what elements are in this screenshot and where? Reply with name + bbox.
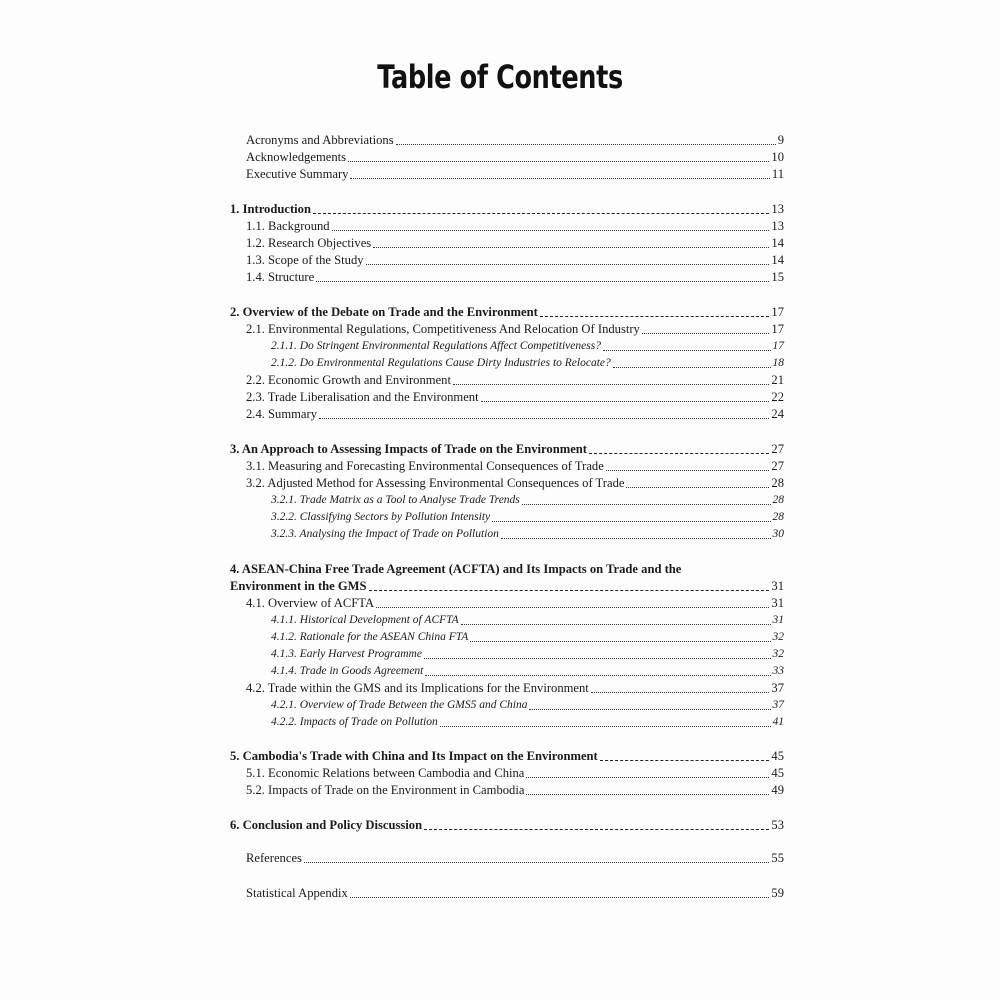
- toc-entry-4-1-4[interactable]: [271, 664, 784, 679]
- leader-dots: [613, 367, 771, 368]
- toc-chapter-label: 2. Overview of the Debate on Trade and the Environment: [230, 305, 538, 319]
- toc-chapter-4-title-line1[interactable]: 4. ASEAN-China Free Trade Agreement (ACFTA) and Its Impacts on Trade and the: [230, 562, 682, 576]
- toc-chapter-label: 6. Conclusion and Policy Discussion: [230, 818, 423, 832]
- toc-entry-label: Acknowledgements: [246, 150, 347, 164]
- leader-dots: [313, 213, 769, 214]
- toc-chapter-2[interactable]: [230, 305, 784, 320]
- toc-page-number: 27: [771, 459, 784, 473]
- toc-entry-label: 2.1.1. Do Stringent Environmental Regulations Affect Competitiveness?: [271, 340, 601, 352]
- toc-page-number: 17: [771, 305, 784, 319]
- toc-page-number: 53: [771, 818, 784, 832]
- toc-page-number: 59: [771, 886, 784, 900]
- toc-entry-statistical-appendix[interactable]: [246, 886, 784, 901]
- leader-dots: [591, 692, 770, 693]
- toc-entry-4-2-2[interactable]: [271, 715, 784, 730]
- toc-entry-label: 4.1.1. Historical Development of ACFTA: [271, 614, 459, 626]
- toc-page-number: 22: [771, 390, 784, 404]
- toc-page-number: 28: [772, 511, 784, 523]
- leader-dots: [316, 281, 769, 282]
- leader-dots: [526, 777, 769, 778]
- toc-page-number: 33: [772, 665, 784, 677]
- toc-page-number: 14: [771, 236, 784, 250]
- toc-chapter-3[interactable]: [230, 442, 784, 457]
- leader-dots: [603, 350, 771, 351]
- toc-entry-label: 4.1.2. Rationale for the ASEAN China FTA: [271, 631, 469, 643]
- toc-page-number: 55: [771, 851, 784, 865]
- toc-entry-label: 2.1. Environmental Regulations, Competitiveness And Relocation Of Industry: [246, 322, 640, 336]
- leader-dots: [369, 590, 770, 591]
- toc-entry-2-2[interactable]: [246, 373, 784, 388]
- toc-entry-2-4[interactable]: [246, 407, 784, 422]
- toc-page-number: 17: [772, 340, 784, 352]
- toc-entry-acknowledgements[interactable]: [246, 150, 784, 165]
- leader-dots: [350, 178, 769, 179]
- toc-page-number: 37: [772, 699, 784, 711]
- toc-entry-label: 4.2.1. Overview of Trade Between the GMS5 and China: [271, 699, 528, 711]
- toc-entry-references[interactable]: [246, 851, 784, 866]
- toc-page-number: 18: [772, 357, 784, 369]
- toc-page-number: 9: [777, 133, 784, 147]
- leader-dots: [529, 709, 770, 710]
- toc-entry-label: 4.1.3. Early Harvest Programme: [271, 648, 422, 660]
- toc-chapter-4[interactable]: [230, 579, 784, 594]
- toc-entry-1-4[interactable]: [246, 270, 784, 285]
- toc-entry-label: 2.3. Trade Liberalisation and the Environment: [246, 390, 479, 404]
- toc-entry-label: 3.2.1. Trade Matrix as a Tool to Analyse Trade Trends: [271, 494, 520, 506]
- toc-chapter-5[interactable]: [230, 749, 784, 764]
- toc-entry-label: 4.2.2. Impacts of Trade on Pollution: [271, 716, 438, 728]
- leader-dots: [606, 470, 770, 471]
- toc-entry-4-1-3[interactable]: [271, 647, 784, 662]
- toc-entry-label: 1.1. Background: [246, 219, 330, 233]
- toc-entry-label: 2.1.2. Do Environmental Regulations Cause Dirty Industries to Relocate?: [271, 357, 611, 369]
- toc-entry-label: 3.2.3. Analysing the Impact of Trade on Pollution: [271, 528, 499, 540]
- page-title: Table of Contents: [377, 58, 623, 96]
- leader-dots: [424, 829, 769, 830]
- toc-page-number: 14: [771, 253, 784, 267]
- leader-dots: [540, 316, 770, 317]
- leader-dots: [373, 247, 769, 248]
- toc-entry-5-1[interactable]: [246, 766, 784, 781]
- toc-page-number: 21: [771, 373, 784, 387]
- toc-page-number: 30: [772, 528, 784, 540]
- toc-page-number: 11: [771, 167, 784, 181]
- toc-entry-2-1[interactable]: [246, 322, 784, 337]
- toc-entry-5-2[interactable]: [246, 783, 784, 798]
- toc-entry-label: 3.1. Measuring and Forecasting Environmental Consequences of Trade: [246, 459, 604, 473]
- leader-dots: [470, 641, 770, 642]
- toc-entry-label: 3.2. Adjusted Method for Assessing Environmental Consequences of Trade: [246, 476, 625, 490]
- toc-entry-acronyms[interactable]: [246, 133, 784, 148]
- leader-dots: [522, 504, 771, 505]
- leader-dots: [319, 418, 769, 419]
- leader-dots: [304, 862, 769, 863]
- toc-entry-4-1[interactable]: [246, 596, 784, 611]
- toc-entry-executive-summary[interactable]: [246, 167, 784, 182]
- toc-entry-label: 4.1. Overview of ACFTA: [246, 596, 375, 610]
- toc-page-number: 31: [772, 614, 784, 626]
- toc-entry-label: 5.2. Impacts of Trade on the Environment in Cambodia: [246, 783, 525, 797]
- toc-entry-label: Statistical Appendix: [246, 886, 348, 900]
- toc-entry-3-2[interactable]: [246, 476, 784, 491]
- leader-dots: [626, 487, 769, 488]
- leader-dots: [425, 675, 770, 676]
- leader-dots: [481, 401, 770, 402]
- toc-entry-4-1-2[interactable]: [271, 630, 784, 645]
- toc-page-number: 13: [771, 219, 784, 233]
- toc-entry-label: 2.2. Economic Growth and Environment: [246, 373, 451, 387]
- toc-entry-label: 4.1.4. Trade in Goods Agreement: [271, 665, 424, 677]
- toc-page-number: 28: [771, 476, 784, 490]
- toc-page-number: 13: [771, 202, 784, 216]
- leader-dots: [424, 658, 771, 659]
- leader-dots: [589, 453, 769, 454]
- toc-page-number: 41: [772, 716, 784, 728]
- leader-dots: [366, 264, 770, 265]
- leader-dots: [501, 538, 771, 539]
- toc-page-number: 32: [772, 631, 784, 643]
- toc-chapter-label: 1. Introduction: [230, 202, 311, 216]
- leader-dots: [376, 607, 769, 608]
- toc-page-number: 45: [771, 749, 784, 763]
- toc-entry-1-1[interactable]: [246, 219, 784, 234]
- toc-entry-label: Acronyms and Abbreviations: [246, 133, 394, 147]
- toc-page-number: 32: [772, 648, 784, 660]
- leader-dots: [332, 230, 770, 231]
- leader-dots: [461, 624, 771, 625]
- toc-page-number: 24: [771, 407, 784, 421]
- toc-chapter-6[interactable]: [230, 818, 784, 833]
- toc-entry-1-2[interactable]: [246, 236, 784, 251]
- toc-entry-label: 1.3. Scope of the Study: [246, 253, 364, 267]
- toc-chapter-label: 3. An Approach to Assessing Impacts of Trade on the Environment: [230, 442, 587, 456]
- toc-entry-2-1-2[interactable]: [271, 356, 784, 371]
- leader-dots: [348, 161, 769, 162]
- toc-entry-3-2-1[interactable]: [271, 493, 784, 508]
- toc-entry-2-1-1[interactable]: [271, 339, 784, 354]
- toc-page-number: 45: [771, 766, 784, 780]
- toc-entry-3-2-3[interactable]: [271, 527, 784, 542]
- toc-page-number: 28: [772, 494, 784, 506]
- toc-entry-label: References: [246, 851, 302, 865]
- toc-entry-1-3[interactable]: [246, 253, 784, 268]
- toc-entry-label: 1.4. Structure: [246, 270, 315, 284]
- toc-chapter-label: 5. Cambodia's Trade with China and Its Impact on the Environment: [230, 749, 598, 763]
- leader-dots: [396, 144, 776, 145]
- toc-page-number: 17: [771, 322, 784, 336]
- toc-page-number: 10: [771, 150, 784, 164]
- toc-entry-4-2[interactable]: [246, 681, 784, 696]
- leader-dots: [642, 333, 770, 334]
- leader-dots: [526, 794, 769, 795]
- leader-dots: [453, 384, 769, 385]
- leader-dots: [492, 521, 770, 522]
- toc-page-number: 31: [771, 579, 784, 593]
- toc-page-number: 27: [771, 442, 784, 456]
- toc-chapter-label: Environment in the GMS: [230, 579, 367, 593]
- toc-page-number: 31: [771, 596, 784, 610]
- toc-entry-label: 1.2. Research Objectives: [246, 236, 372, 250]
- toc-chapter-1[interactable]: [230, 202, 784, 217]
- leader-dots: [600, 760, 770, 761]
- toc-entry-4-2-1[interactable]: [271, 698, 784, 713]
- leader-dots: [440, 726, 771, 727]
- toc-entry-label: 2.4. Summary: [246, 407, 318, 421]
- toc-page-number: 49: [771, 783, 784, 797]
- toc-entry-3-1[interactable]: [246, 459, 784, 474]
- toc-page-number: 15: [771, 270, 784, 284]
- toc-entry-4-1-1[interactable]: [271, 613, 784, 628]
- toc-entry-label: 4.2. Trade within the GMS and its Implications for the Environment: [246, 681, 589, 695]
- toc-page-number: 37: [771, 681, 784, 695]
- toc-entry-label: 5.1. Economic Relations between Cambodia and China: [246, 766, 525, 780]
- toc-entry-label: Executive Summary: [246, 167, 349, 181]
- toc-entry-2-3[interactable]: [246, 390, 784, 405]
- leader-dots: [350, 897, 770, 898]
- toc-entry-3-2-2[interactable]: [271, 510, 784, 525]
- toc-entry-label: 3.2.2. Classifying Sectors by Pollution Intensity: [271, 511, 491, 523]
